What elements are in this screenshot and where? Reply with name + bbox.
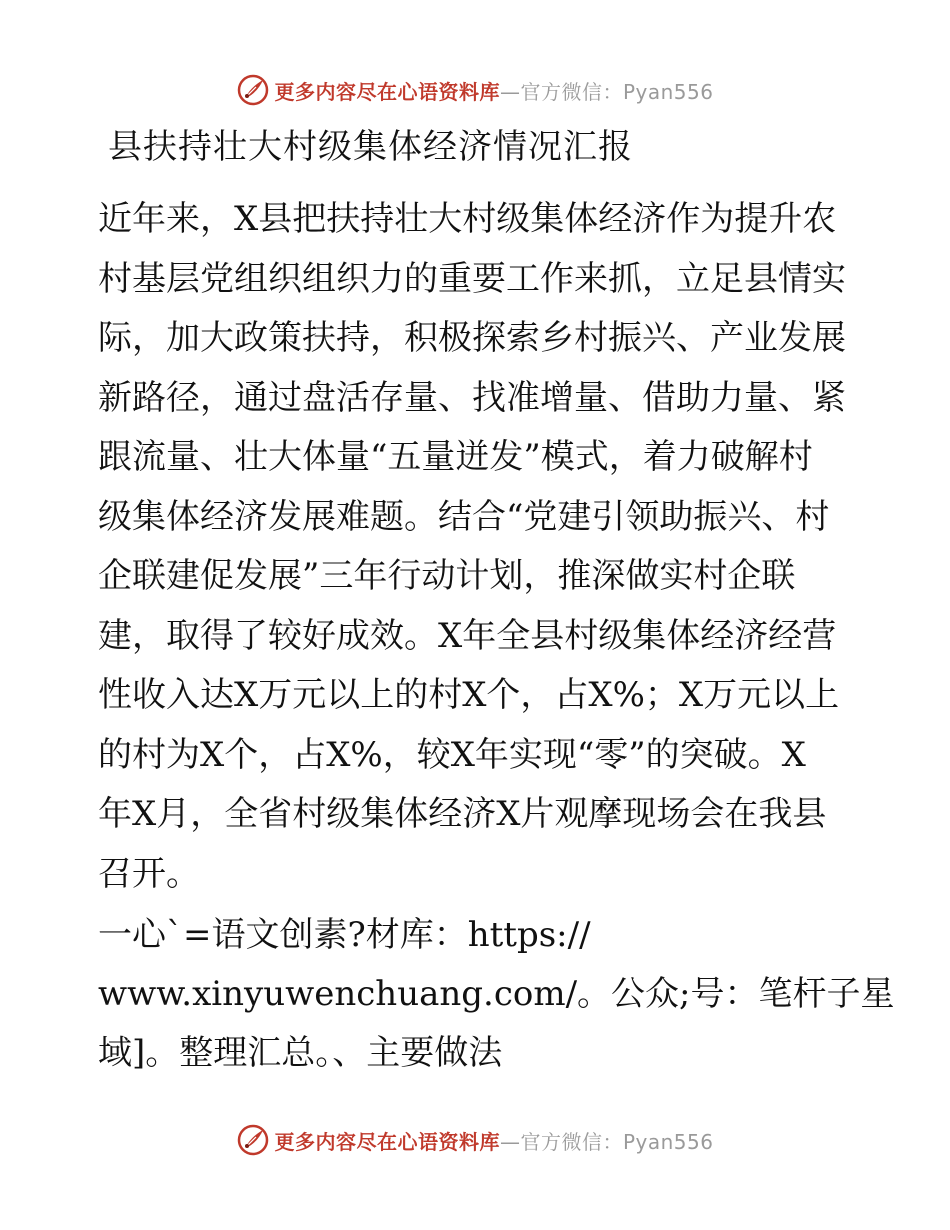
paragraph-line: 村基层党组织组织力的重要工作来抓，立足县情实 xyxy=(98,258,846,299)
watermark-wechat: —官方微信：Pyan556 xyxy=(499,79,714,104)
section-heading-paragraph xyxy=(98,906,895,1083)
section-line: 一心`=语文创素?材库：https:// xyxy=(98,915,591,955)
watermark-brand: 更多内容尽在心语资料库 xyxy=(274,1129,500,1154)
document-title: 县扶持壮大村级集体经济情况汇报 xyxy=(108,127,633,167)
header-watermark xyxy=(0,70,950,110)
watermark-text xyxy=(274,1126,713,1155)
feather-pen-seal-icon xyxy=(236,73,270,107)
paragraph-line: 召开。 xyxy=(98,853,200,894)
feather-pen-seal-icon xyxy=(236,1123,270,1157)
section-line: www.xinyuwenchuang.com/。公众;号：笔杆子星 xyxy=(98,974,895,1014)
paragraph-line: 近年来，X县把扶持壮大村级集体经济作为提升农 xyxy=(98,199,837,239)
main-paragraph xyxy=(98,190,858,904)
paragraph-line: 企联建促发展”三年行动计划，推深做实村企联 xyxy=(98,556,796,596)
paragraph-line: 性收入达X万元以上的村X个，占X%；X万元以上 xyxy=(98,675,840,715)
paragraph-line: 的村为X个，占X%，较X年实现“零”的突破。X xyxy=(98,734,806,775)
section-line: 域]。整理汇总。、主要做法 xyxy=(98,1033,503,1073)
watermark-wechat: —官方微信：Pyan556 xyxy=(499,1129,714,1154)
watermark-text xyxy=(274,76,713,105)
paragraph-line: 级集体经济发展难题。结合“党建引领助振兴、村 xyxy=(98,496,830,537)
watermark-brand: 更多内容尽在心语资料库 xyxy=(274,79,500,104)
footer-watermark xyxy=(0,1120,950,1160)
paragraph-line: 年X月，全省村级集体经济X片观摩现场会在我县 xyxy=(98,794,827,834)
paragraph-line: 跟流量、壮大体量“五量迸发”模式，着力破解村 xyxy=(98,437,813,477)
paragraph-line: 际，加大政策扶持，积极探索乡村振兴、产业发展 xyxy=(98,318,846,358)
paragraph-line: 建，取得了较好成效。X年全县村级集体经济经营 xyxy=(98,615,837,656)
paragraph-line: 新路径，通过盘活存量、找准增量、借助力量、紧 xyxy=(98,377,846,418)
